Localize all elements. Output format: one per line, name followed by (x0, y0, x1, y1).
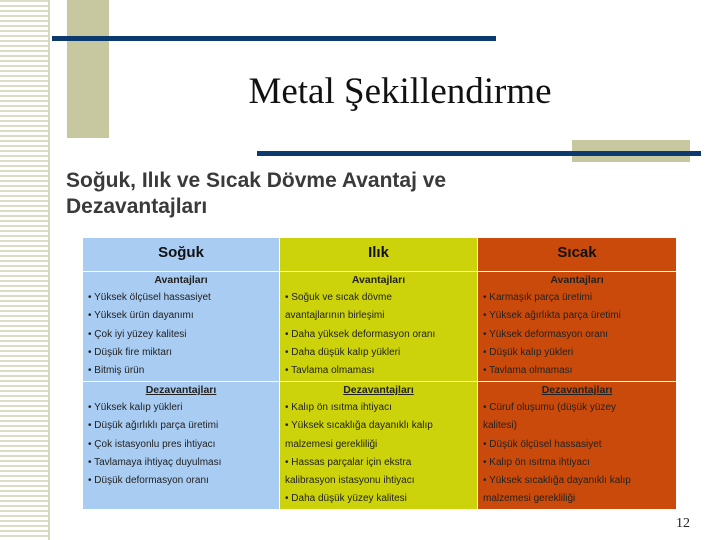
advantages-list-hot (483, 289, 671, 380)
column-header-cold: Soğuk (83, 238, 280, 272)
disadvantages-label: Dezavantajları (541, 384, 613, 396)
list-item: • Bitmiş ürün (88, 365, 145, 377)
list-item: avantajlarının birleşimi (285, 310, 385, 322)
middle-rule (257, 151, 701, 156)
column-header-hot: Sıcak (478, 238, 677, 272)
advantages-cell-hot (478, 272, 677, 382)
column-header-warm: Ilık (280, 238, 478, 272)
list-item: • Düşük ölçüsel hassasiyet (483, 438, 602, 450)
list-item: • Yüksek ürün dayanımı (88, 310, 194, 322)
advantages-label: Avantajları (550, 274, 604, 286)
table-heading-line-2: Dezavantajları (66, 195, 208, 218)
page-number: 12 (676, 516, 690, 531)
list-item: • Çok istasyonlu pres ihtiyacı (88, 438, 216, 450)
list-item: • Hassas parçalar için ekstra (285, 456, 412, 468)
table-heading (66, 168, 626, 220)
list-item: • Kalıp ön ısıtma ihtiyacı (285, 402, 392, 413)
advantages-list-warm (285, 289, 472, 380)
advantages-label: Avantajları (351, 274, 406, 286)
list-item: • Yüksek kalıp yükleri (88, 402, 183, 413)
list-item: • Yüksek ağırlıkta parça üretimi (483, 310, 621, 322)
list-item: • Kalıp ön ısıtma ihtiyacı (483, 456, 590, 468)
list-item: • Düşük deformasyon oranı (88, 475, 209, 487)
top-title-rule (52, 36, 496, 41)
top-accent-block (67, 0, 109, 138)
list-item: • Tavlama olmaması (483, 365, 573, 377)
list-item: • Daha düşük yüzey kalitesi (285, 493, 407, 505)
disadvantages-label: Dezavantajları (145, 384, 217, 396)
disadvantages-label: Dezavantajları (343, 384, 414, 396)
list-item: kalitesi) (483, 420, 517, 432)
slide-title: Metal Şekillendirme (248, 71, 552, 112)
disadvantages-cell-warm (280, 382, 478, 510)
list-item: • Tavlamaya ihtiyaç duyulması (88, 456, 222, 468)
list-item: • Yüksek sıcaklığa dayanıklı kalıp (483, 475, 631, 487)
disadvantages-cell-hot (478, 382, 677, 510)
advantages-cell-warm (280, 272, 478, 382)
list-item: • Çok iyi yüzey kalitesi (88, 328, 187, 340)
list-item: • Cüruf oluşumu (düşük yüzey (483, 402, 617, 413)
list-item: malzemesi gerekliliği (285, 438, 378, 450)
list-item: • Tavlama olmaması (285, 365, 375, 377)
list-item: • Yüksek sıcaklığa dayanıklı kalıp (285, 420, 433, 432)
left-decorative-stripe (0, 0, 50, 540)
list-item: • Yüksek ölçüsel hassasiyet (88, 292, 211, 303)
list-item: • Daha yüksek deformasyon oranı (285, 328, 436, 340)
list-item: malzemesi gerekliliği (483, 493, 576, 505)
disadvantages-cell-cold (83, 382, 280, 510)
advantages-list-cold (88, 289, 274, 380)
list-item: kalibrasyon istasyonu ihtiyacı (285, 475, 415, 487)
list-item: • Soğuk ve sıcak dövme (285, 292, 392, 303)
disadvantages-list-cold (88, 399, 274, 490)
advantages-label: Avantajları (154, 274, 208, 286)
advantages-cell-cold (83, 272, 280, 382)
forging-comparison-table (83, 238, 677, 510)
disadvantages-list-warm (285, 399, 472, 509)
list-item: • Düşük kalıp yükleri (483, 346, 574, 358)
list-item: • Yüksek deformasyon oranı (483, 328, 609, 340)
list-item: • Daha düşük kalıp yükleri (285, 346, 401, 358)
list-item: • Karmaşık parça üretimi (483, 292, 593, 303)
disadvantages-list-hot (483, 399, 671, 509)
table-heading-line-1: Soğuk, Ilık ve Sıcak Dövme Avantaj ve (66, 169, 447, 192)
list-item: • Düşük ağırlıklı parça üretimi (88, 420, 219, 432)
list-item: • Düşük fire miktarı (88, 346, 173, 358)
